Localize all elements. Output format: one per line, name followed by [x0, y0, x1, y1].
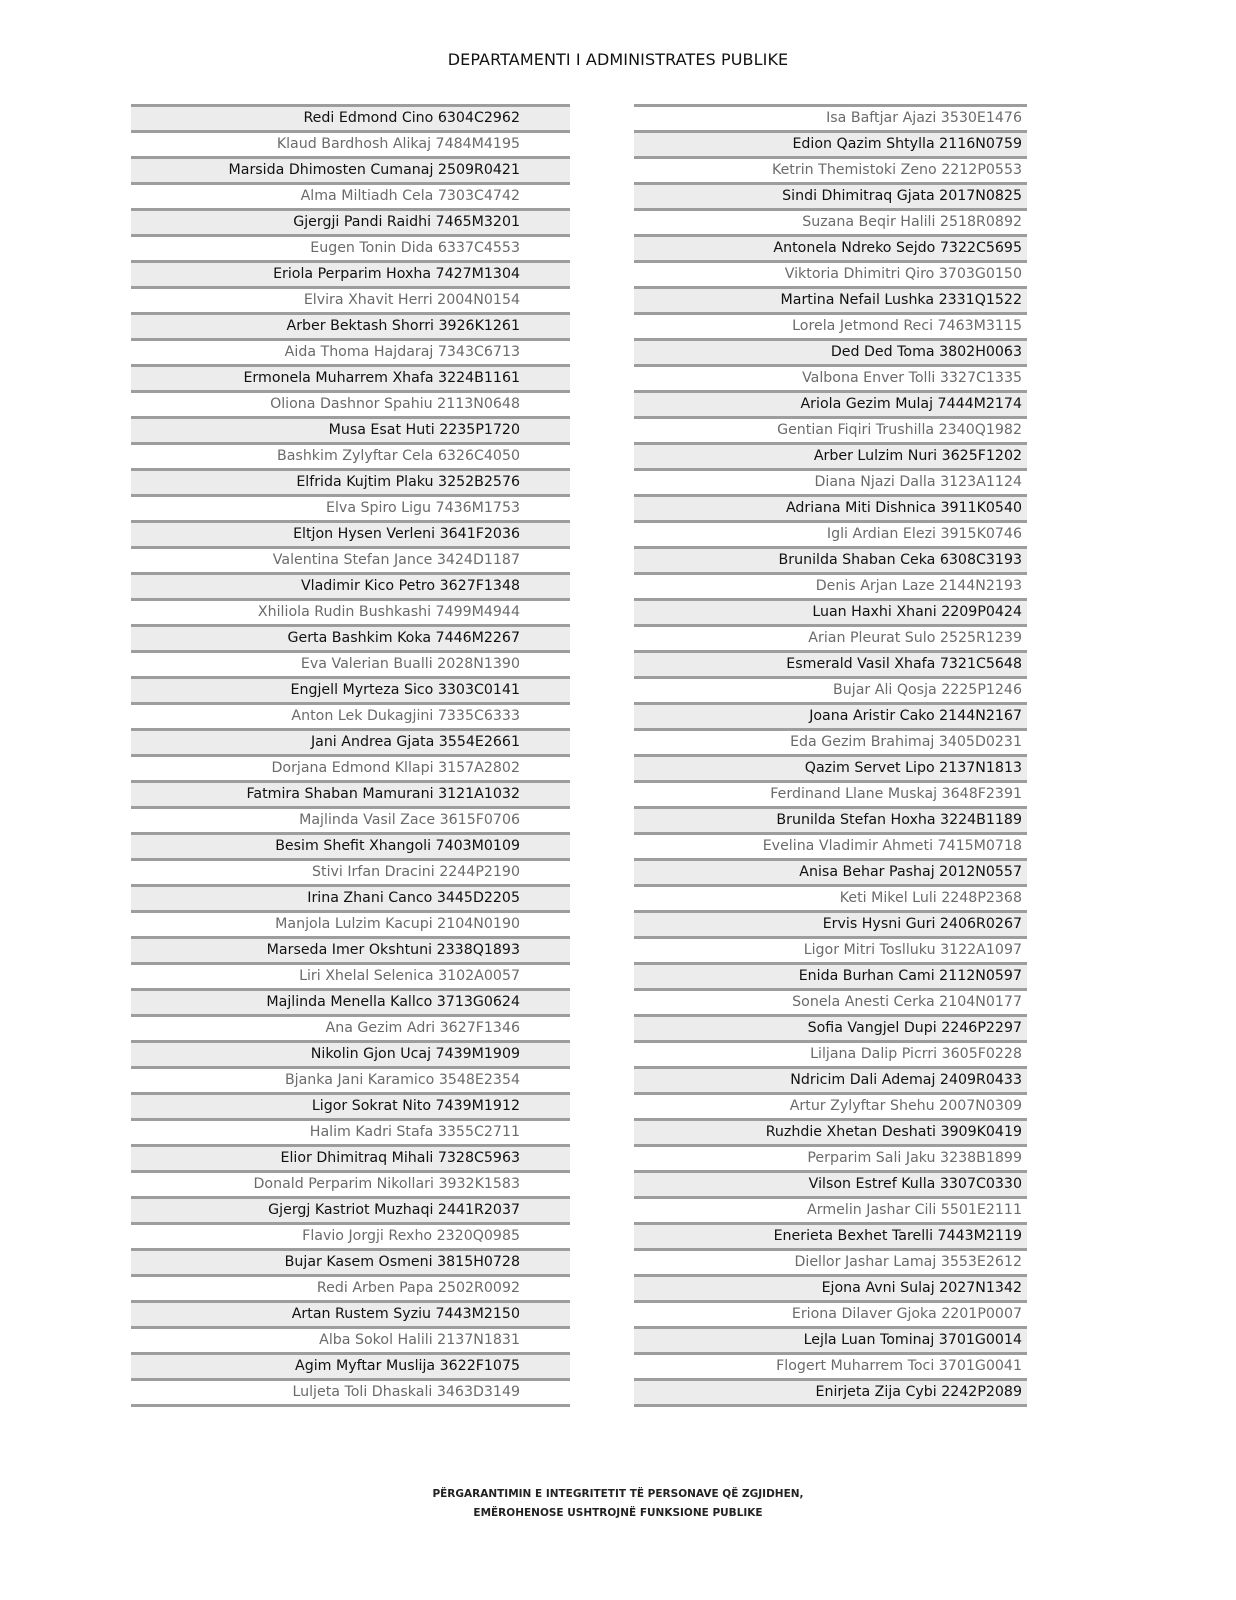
list-item: Ketrin Themistoki Zeno 2212P0553 [634, 156, 1027, 182]
list-item: Igli Ardian Elezi 3915K0746 [634, 520, 1027, 546]
name-list-left-column [131, 104, 570, 1407]
list-item: Antonela Ndreko Sejdo 7322C5695 [634, 234, 1027, 260]
list-item: Diana Njazi Dalla 3123A1124 [634, 468, 1027, 494]
list-item: Ligor Sokrat Nito 7439M1912 [131, 1092, 570, 1118]
list-item: Sofia Vangjel Dupi 2246P2297 [634, 1014, 1027, 1040]
list-item: Joana Aristir Cako 2144N2167 [634, 702, 1027, 728]
list-item: Agim Myftar Muslija 3622F1075 [131, 1352, 570, 1378]
list-item: Elfrida Kujtim Plaku 3252B2576 [131, 468, 570, 494]
list-item: Ervis Hysni Guri 2406R0267 [634, 910, 1027, 936]
list-item: Gerta Bashkim Koka 7446M2267 [131, 624, 570, 650]
list-item: Brunilda Shaban Ceka 6308C3193 [634, 546, 1027, 572]
list-item: Xhiliola Rudin Bushkashi 7499M4944 [131, 598, 570, 624]
list-item: Martina Nefail Lushka 2331Q1522 [634, 286, 1027, 312]
list-item: Lejla Luan Tominaj 3701G0014 [634, 1326, 1027, 1352]
list-item: Bujar Kasem Osmeni 3815H0728 [131, 1248, 570, 1274]
list-item: Liri Xhelal Selenica 3102A0057 [131, 962, 570, 988]
list-item: Dorjana Edmond Kllapi 3157A2802 [131, 754, 570, 780]
list-item: Vilson Estref Kulla 3307C0330 [634, 1170, 1027, 1196]
list-item: Sindi Dhimitraq Gjata 2017N0825 [634, 182, 1027, 208]
list-item: Arber Bektash Shorri 3926K1261 [131, 312, 570, 338]
list-item: Anton Lek Dukagjini 7335C6333 [131, 702, 570, 728]
list-item: Evelina Vladimir Ahmeti 7415M0718 [634, 832, 1027, 858]
list-item: Redi Edmond Cino 6304C2962 [131, 104, 570, 130]
list-item: Eltjon Hysen Verleni 3641F2036 [131, 520, 570, 546]
footer-line-2: EMËROHENOSE USHTROJNË FUNKSIONE PUBLIKE [473, 1507, 763, 1519]
list-item: Ferdinand Llane Muskaj 3648F2391 [634, 780, 1027, 806]
list-item: Majlinda Vasil Zace 3615F0706 [131, 806, 570, 832]
list-item: Eugen Tonin Dida 6337C4553 [131, 234, 570, 260]
list-item: Ana Gezim Adri 3627F1346 [131, 1014, 570, 1040]
list-item: Bjanka Jani Karamico 3548E2354 [131, 1066, 570, 1092]
list-item: Vladimir Kico Petro 3627F1348 [131, 572, 570, 598]
list-item: Fatmira Shaban Mamurani 3121A1032 [131, 780, 570, 806]
list-item: Denis Arjan Laze 2144N2193 [634, 572, 1027, 598]
list-item: Klaud Bardhosh Alikaj 7484M4195 [131, 130, 570, 156]
list-item: Jani Andrea Gjata 3554E2661 [131, 728, 570, 754]
list-item: Alma Miltiadh Cela 7303C4742 [131, 182, 570, 208]
list-item: Ligor Mitri Toslluku 3122A1097 [634, 936, 1027, 962]
list-item: Keti Mikel Luli 2248P2368 [634, 884, 1027, 910]
list-item: Donald Perparim Nikollari 3932K1583 [131, 1170, 570, 1196]
list-item: Elvira Xhavit Herri 2004N0154 [131, 286, 570, 312]
list-item: Elva Spiro Ligu 7436M1753 [131, 494, 570, 520]
list-item: Gjergji Pandi Raidhi 7465M3201 [131, 208, 570, 234]
list-item: Luljeta Toli Dhaskali 3463D3149 [131, 1378, 570, 1404]
list-item: Armelin Jashar Cili 5501E2111 [634, 1196, 1027, 1222]
list-item: Bujar Ali Qosja 2225P1246 [634, 676, 1027, 702]
list-item: Ruzhdie Xhetan Deshati 3909K0419 [634, 1118, 1027, 1144]
list-item: Esmerald Vasil Xhafa 7321C5648 [634, 650, 1027, 676]
list-item: Musa Esat Huti 2235P1720 [131, 416, 570, 442]
table-bottom-divider [131, 1404, 570, 1407]
list-item: Manjola Lulzim Kacupi 2104N0190 [131, 910, 570, 936]
list-item: Ejona Avni Sulaj 2027N1342 [634, 1274, 1027, 1300]
list-item: Eriola Perparim Hoxha 7427M1304 [131, 260, 570, 286]
list-item: Ndricim Dali Ademaj 2409R0433 [634, 1066, 1027, 1092]
list-item: Arber Lulzim Nuri 3625F1202 [634, 442, 1027, 468]
list-item: Viktoria Dhimitri Qiro 3703G0150 [634, 260, 1027, 286]
list-item: Gjergj Kastriot Muzhaqi 2441R2037 [131, 1196, 570, 1222]
list-item: Edion Qazim Shtylla 2116N0759 [634, 130, 1027, 156]
list-item: Qazim Servet Lipo 2137N1813 [634, 754, 1027, 780]
list-item: Nikolin Gjon Ucaj 7439M1909 [131, 1040, 570, 1066]
list-item: Marseda Imer Okshtuni 2338Q1893 [131, 936, 570, 962]
list-item: Arian Pleurat Sulo 2525R1239 [634, 624, 1027, 650]
list-item: Irina Zhani Canco 3445D2205 [131, 884, 570, 910]
list-item: Valbona Enver Tolli 3327C1335 [634, 364, 1027, 390]
list-item: Enida Burhan Cami 2112N0597 [634, 962, 1027, 988]
page-title: DEPARTAMENTI I ADMINISTRATES PUBLIKE [447, 50, 789, 69]
list-item: Redi Arben Papa 2502R0092 [131, 1274, 570, 1300]
list-item: Alba Sokol Halili 2137N1831 [131, 1326, 570, 1352]
list-item: Oliona Dashnor Spahiu 2113N0648 [131, 390, 570, 416]
list-item: Suzana Beqir Halili 2518R0892 [634, 208, 1027, 234]
list-item: Ariola Gezim Mulaj 7444M2174 [634, 390, 1027, 416]
list-item: Engjell Myrteza Sico 3303C0141 [131, 676, 570, 702]
list-item: Bashkim Zylyftar Cela 6326C4050 [131, 442, 570, 468]
list-item: Artur Zylyftar Shehu 2007N0309 [634, 1092, 1027, 1118]
list-item: Isa Baftjar Ajazi 3530E1476 [634, 104, 1027, 130]
list-item: Eva Valerian Bualli 2028N1390 [131, 650, 570, 676]
table-bottom-divider [634, 1404, 1027, 1407]
list-item: Besim Shefit Xhangoli 7403M0109 [131, 832, 570, 858]
list-item: Ermonela Muharrem Xhafa 3224B1161 [131, 364, 570, 390]
list-item: Lorela Jetmond Reci 7463M3115 [634, 312, 1027, 338]
list-item: Adriana Miti Dishnica 3911K0540 [634, 494, 1027, 520]
page-footer [0, 1485, 1236, 1523]
list-item: Artan Rustem Syziu 7443M2150 [131, 1300, 570, 1326]
list-item: Eriona Dilaver Gjoka 2201P0007 [634, 1300, 1027, 1326]
list-item: Marsida Dhimosten Cumanaj 2509R0421 [131, 156, 570, 182]
list-item: Flavio Jorgji Rexho 2320Q0985 [131, 1222, 570, 1248]
list-item: Halim Kadri Stafa 3355C2711 [131, 1118, 570, 1144]
list-item: Luan Haxhi Xhani 2209P0424 [634, 598, 1027, 624]
list-item: Flogert Muharrem Toci 3701G0041 [634, 1352, 1027, 1378]
name-list-right-column [634, 104, 1027, 1407]
list-item: Majlinda Menella Kallco 3713G0624 [131, 988, 570, 1014]
list-item: Aida Thoma Hajdaraj 7343C6713 [131, 338, 570, 364]
list-item: Stivi Irfan Dracini 2244P2190 [131, 858, 570, 884]
footer-line-1: PËRGARANTIMIN E INTEGRITETIT TË PERSONAVE QË ZGJIDHEN, [432, 1488, 804, 1500]
list-item: Sonela Anesti Cerka 2104N0177 [634, 988, 1027, 1014]
list-item: Enirjeta Zija Cybi 2242P2089 [634, 1378, 1027, 1404]
list-item: Perparim Sali Jaku 3238B1899 [634, 1144, 1027, 1170]
list-item: Gentian Fiqiri Trushilla 2340Q1982 [634, 416, 1027, 442]
list-item: Ded Ded Toma 3802H0063 [634, 338, 1027, 364]
list-item: Anisa Behar Pashaj 2012N0557 [634, 858, 1027, 884]
list-item: Valentina Stefan Jance 3424D1187 [131, 546, 570, 572]
list-item: Liljana Dalip Picrri 3605F0228 [634, 1040, 1027, 1066]
list-item: Elior Dhimitraq Mihali 7328C5963 [131, 1144, 570, 1170]
list-item: Brunilda Stefan Hoxha 3224B1189 [634, 806, 1027, 832]
list-item: Eda Gezim Brahimaj 3405D0231 [634, 728, 1027, 754]
list-item: Diellor Jashar Lamaj 3553E2612 [634, 1248, 1027, 1274]
list-item: Enerieta Bexhet Tarelli 7443M2119 [634, 1222, 1027, 1248]
